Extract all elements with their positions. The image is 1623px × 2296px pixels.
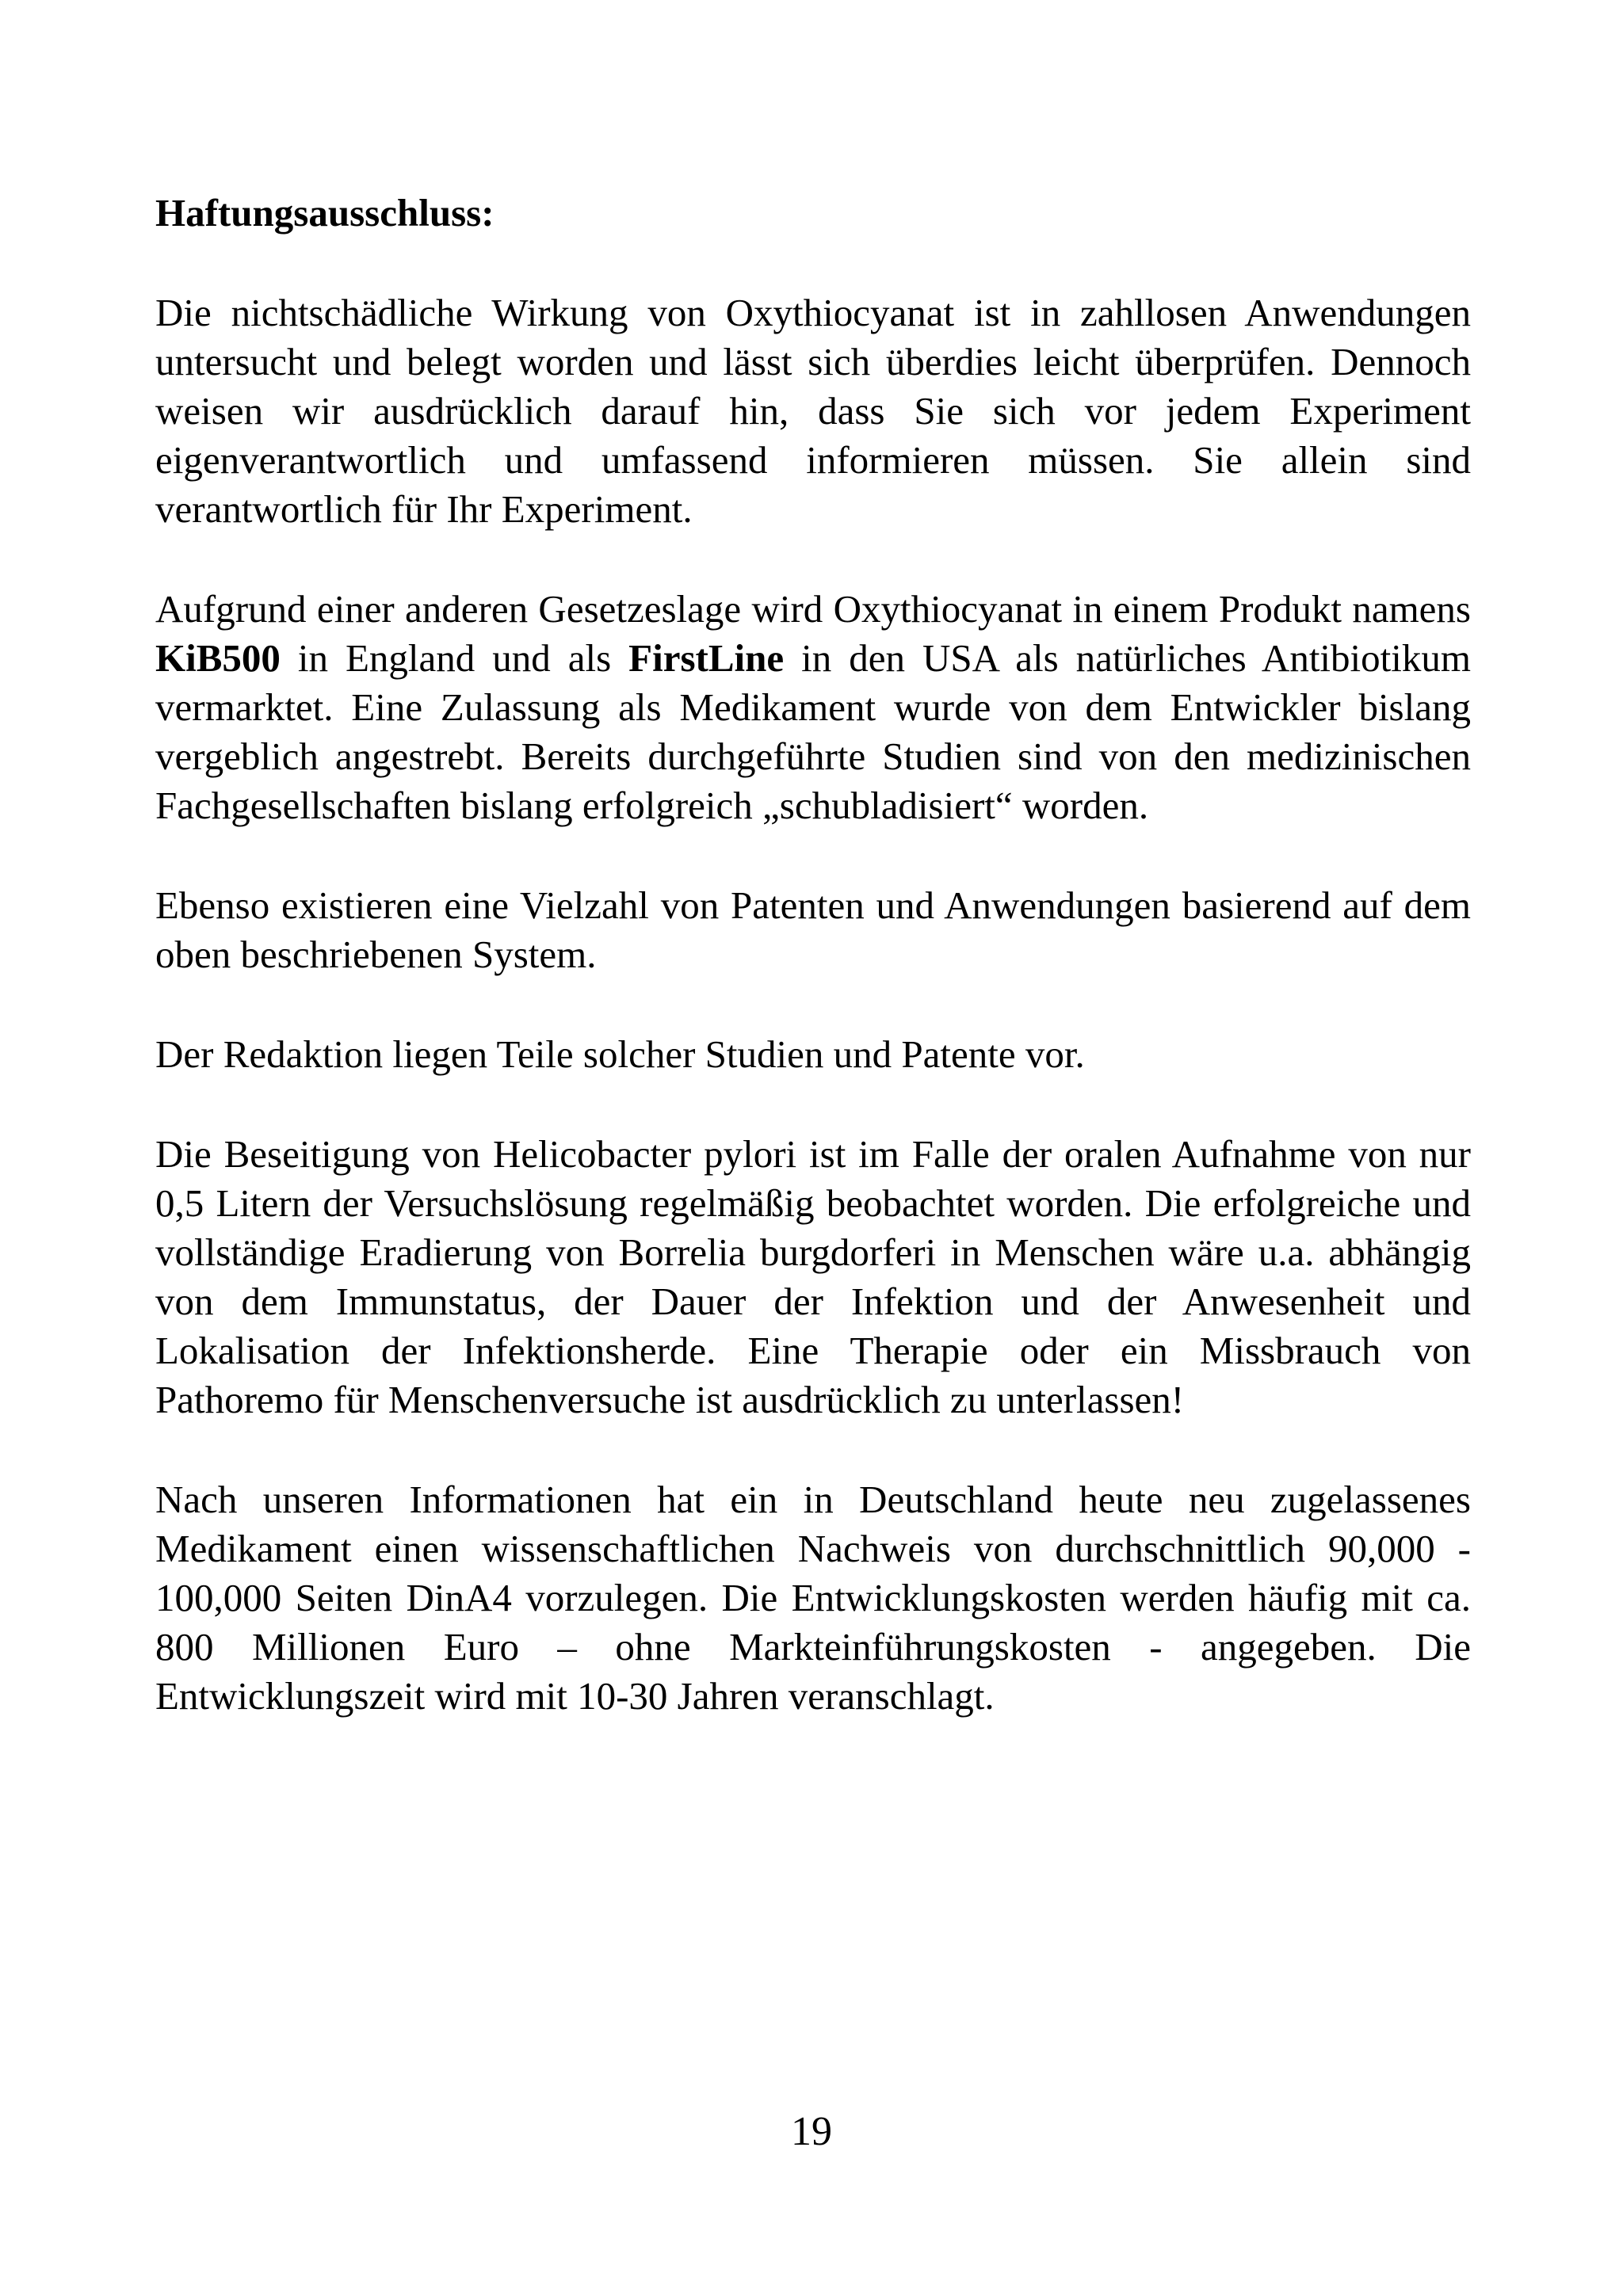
- page-number: 19: [791, 2109, 832, 2154]
- paragraph-legal-text-1: Aufgrund einer anderen Gesetzeslage wird Oxythiocyanat in einem Produkt namens: [155, 587, 1471, 631]
- paragraph-legal-text-3: in den USA als natürliches Antibiotikum vermarktet. Eine Zulassung als Medikament wurde von dem Entwickler bislang vergeblich angestrebt. Bereits durchgeführte Studien sind von den medizinischen Fachgesellschaften bislang erfolgreich „schubladisiert“ worden.: [155, 636, 1471, 827]
- paragraph-helicobacter: Die Beseitigung von Helicobacter pylori ist im Falle der oralen Aufnahme von nur 0,5 Litern der Versuchslösung regelmäßig beobachtet worden. Die erfolgreiche und vollständige Eradierung von Borrelia burgdorferi in Menschen wäre u.a. abhängig von dem Immunstatus, der Dauer der Infektion und der Anwesenheit und Lokalisation der Infektionsherde. Eine Therapie oder ein Missbrauch von Pathoremo für Menschenversuche ist ausdrücklich zu unterlassen!: [155, 1132, 1471, 1421]
- paragraph-approval-costs: Nach unseren Informationen hat ein in Deutschland heute neu zugelassenes Medikament einen wissenschaftlichen Nachweis von durchschnittlich 90,000 - 100,000 Seiten DinA4 vorzulegen. Die Entwicklungskosten werden häufig mit ca. 800 Millionen Euro – ohne Markteinführungskosten - angegeben. Die Entwicklungszeit wird mit 10-30 Jahren veranschlagt.: [155, 1478, 1471, 1718]
- heading-disclaimer: Haftungsausschluss:: [155, 191, 495, 235]
- paragraph-safety: Die nichtschädliche Wirkung von Oxythiocyanat ist in zahllosen Anwendungen untersucht und belegt worden und lässt sich überdies leicht überprüfen. Dennoch weisen wir ausdrücklich darauf hin, dass Sie sich vor jedem Experiment eigenverantwortlich und umfassend informieren müssen. Sie allein sind verantwortlich für Ihr Experiment.: [155, 291, 1471, 531]
- product-name-firstline: FirstLine: [628, 636, 785, 680]
- paragraph-legal-text-2: in England und als: [280, 636, 629, 680]
- page-content: [155, 189, 1471, 1772]
- paragraph-legal-situation: [155, 585, 1471, 830]
- paragraph-editorial: Der Redaktion liegen Teile solcher Studien und Patente vor.: [155, 1032, 1085, 1076]
- product-name-kib500: KiB500: [155, 636, 281, 680]
- paragraph-patents: Ebenso existieren eine Vielzahl von Patenten und Anwendungen basierend auf dem oben beschriebenen System.: [155, 883, 1471, 976]
